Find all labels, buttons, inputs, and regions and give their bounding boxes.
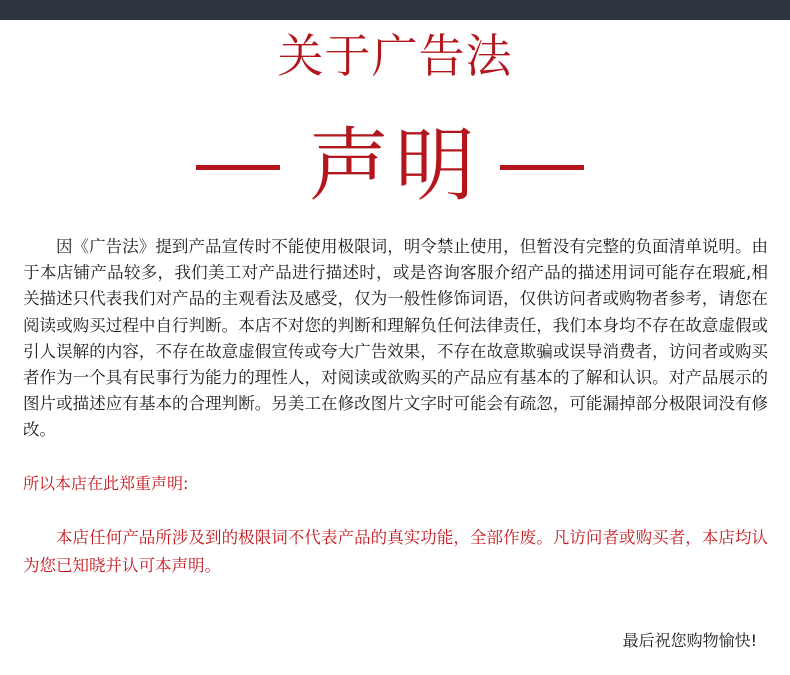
top-bar [0, 0, 790, 20]
banner-dash-right [500, 165, 584, 170]
page-title: 关于广告法 [277, 29, 513, 83]
banner-title: 声明 [309, 119, 481, 212]
banner-dash-left [196, 165, 280, 170]
declaration-heading: 所以本店在此郑重声明: [23, 474, 189, 493]
closing-text: 最后祝您购物愉快! [622, 631, 757, 650]
declaration-banner [0, 119, 790, 212]
body-paragraph: 因《广告法》提到产品宣传时不能使用极限词，明令禁止使用，但暂没有完整的负面清单说明。由于本店铺产品较多，我们美工对产品进行描述时，或是咨询客服介绍产品的描述用词可能存在瑕疵,相关描述只代表我们对产品的主观看法及感受，仅为一般性修饰词语，仅供访问者或购物者参考，请您在阅读或购买过程中自行判断。本店不对您的判断和理解负任何法律责任，我们本身均不存在故意虚假或引人误解的内容，不存在故意虚假宣传或夸大广告效果，不存在故意欺骗或误导消费者，访问者或购买者作为一个具有民事行为能力的理性人，对阅读或欲购买的产品应有基本的了解和认识。对产品展示的图片或描述应有基本的合理判断。另美工在修改图片文字时可能会有疏忽，可能漏掉部分极限词没有修改。 [23, 237, 768, 440]
declaration-text: 本店任何产品所涉及到的极限词不代表产品的真实功能，全部作废。凡访问者或购买者，本店均认为您已知晓并认可本声明。 [23, 528, 768, 575]
